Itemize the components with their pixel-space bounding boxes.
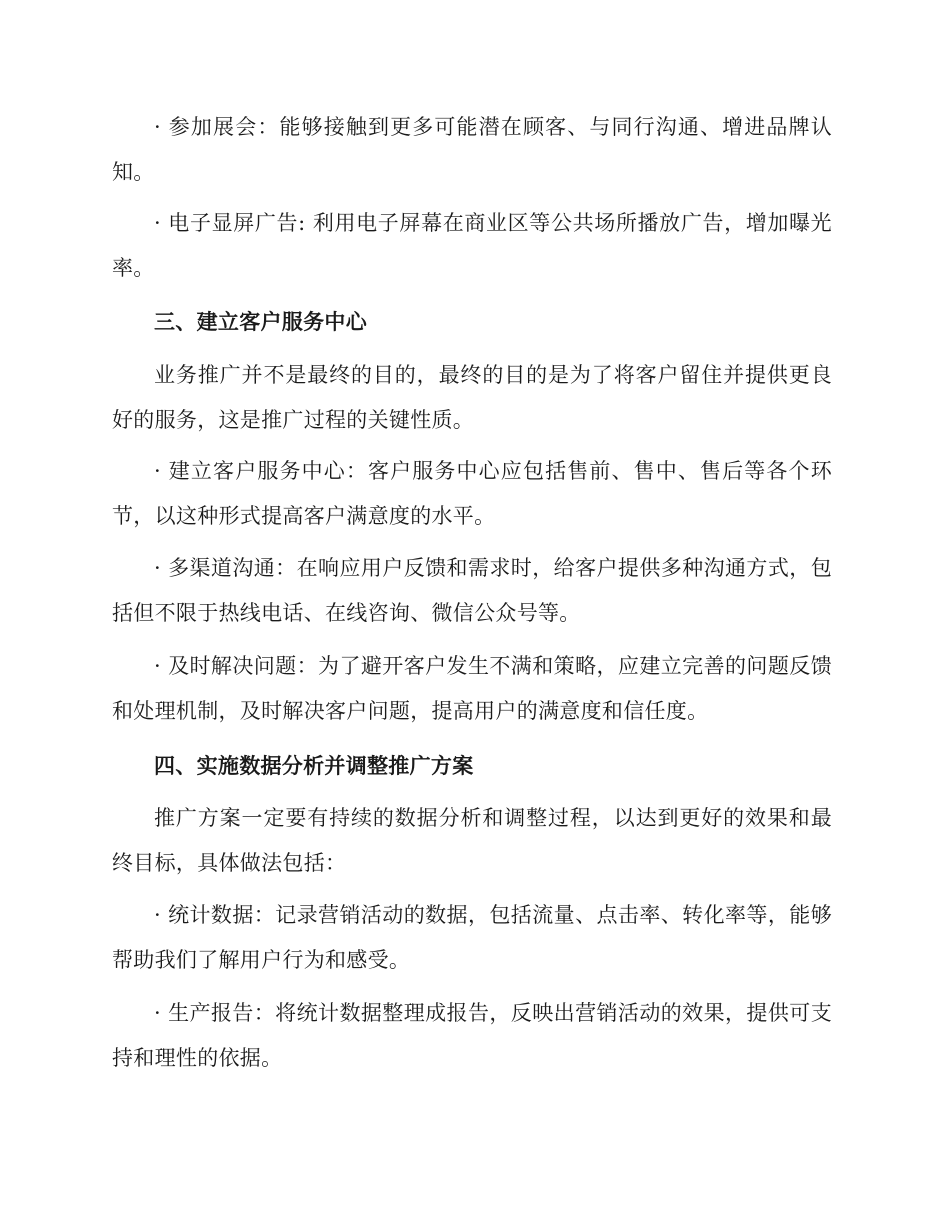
bullet-service-center: · 建立客户服务中心：客户服务中心应包括售前、售中、售后等各个环节，以这种形式提高客户满意度的水平。	[112, 459, 832, 528]
bullet-statistics: · 统计数据：记录营销活动的数据，包括流量、点击率、转化率等，能够帮助我们了解用户行为和感受。	[112, 903, 832, 972]
bullet-exhibition: · 参加展会：能够接触到更多可能潜在顾客、与同行沟通、增进品牌认知。	[112, 115, 832, 184]
bullet-problem-solving: · 及时解决问题：为了避开客户发生不满和策略，应建立完善的问题反馈和处理机制，及时解决客户问题，提高用户的满意度和信任度。	[112, 654, 832, 723]
section-heading-customer-service: 三、建立客户服务中心	[154, 309, 367, 334]
bullet-digital-screen-ads: · 电子显屏广告: 利用电子屏幕在商业区等公共场所播放广告，增加曝光率。	[112, 211, 832, 280]
section-heading-data-analysis: 四、实施数据分析并调整推广方案	[154, 753, 474, 778]
paragraph-analysis-intro: 推广方案一定要有持续的数据分析和调整过程，以达到更好的效果和最终目标，具体做法包括：	[112, 806, 832, 875]
bullet-reports: · 生产报告：将统计数据整理成报告，反映出营销活动的效果，提供可支持和理性的依据。	[112, 1001, 832, 1070]
paragraph-service-intro: 业务推广并不是最终的目的，最终的目的是为了将客户留住并提供更良好的服务，这是推广过程的关键性质。	[112, 363, 832, 432]
bullet-multichannel: · 多渠道沟通：在响应用户反馈和需求时，给客户提供多种沟通方式，包括但不限于热线电话、在线咨询、微信公众号等。	[112, 556, 832, 625]
